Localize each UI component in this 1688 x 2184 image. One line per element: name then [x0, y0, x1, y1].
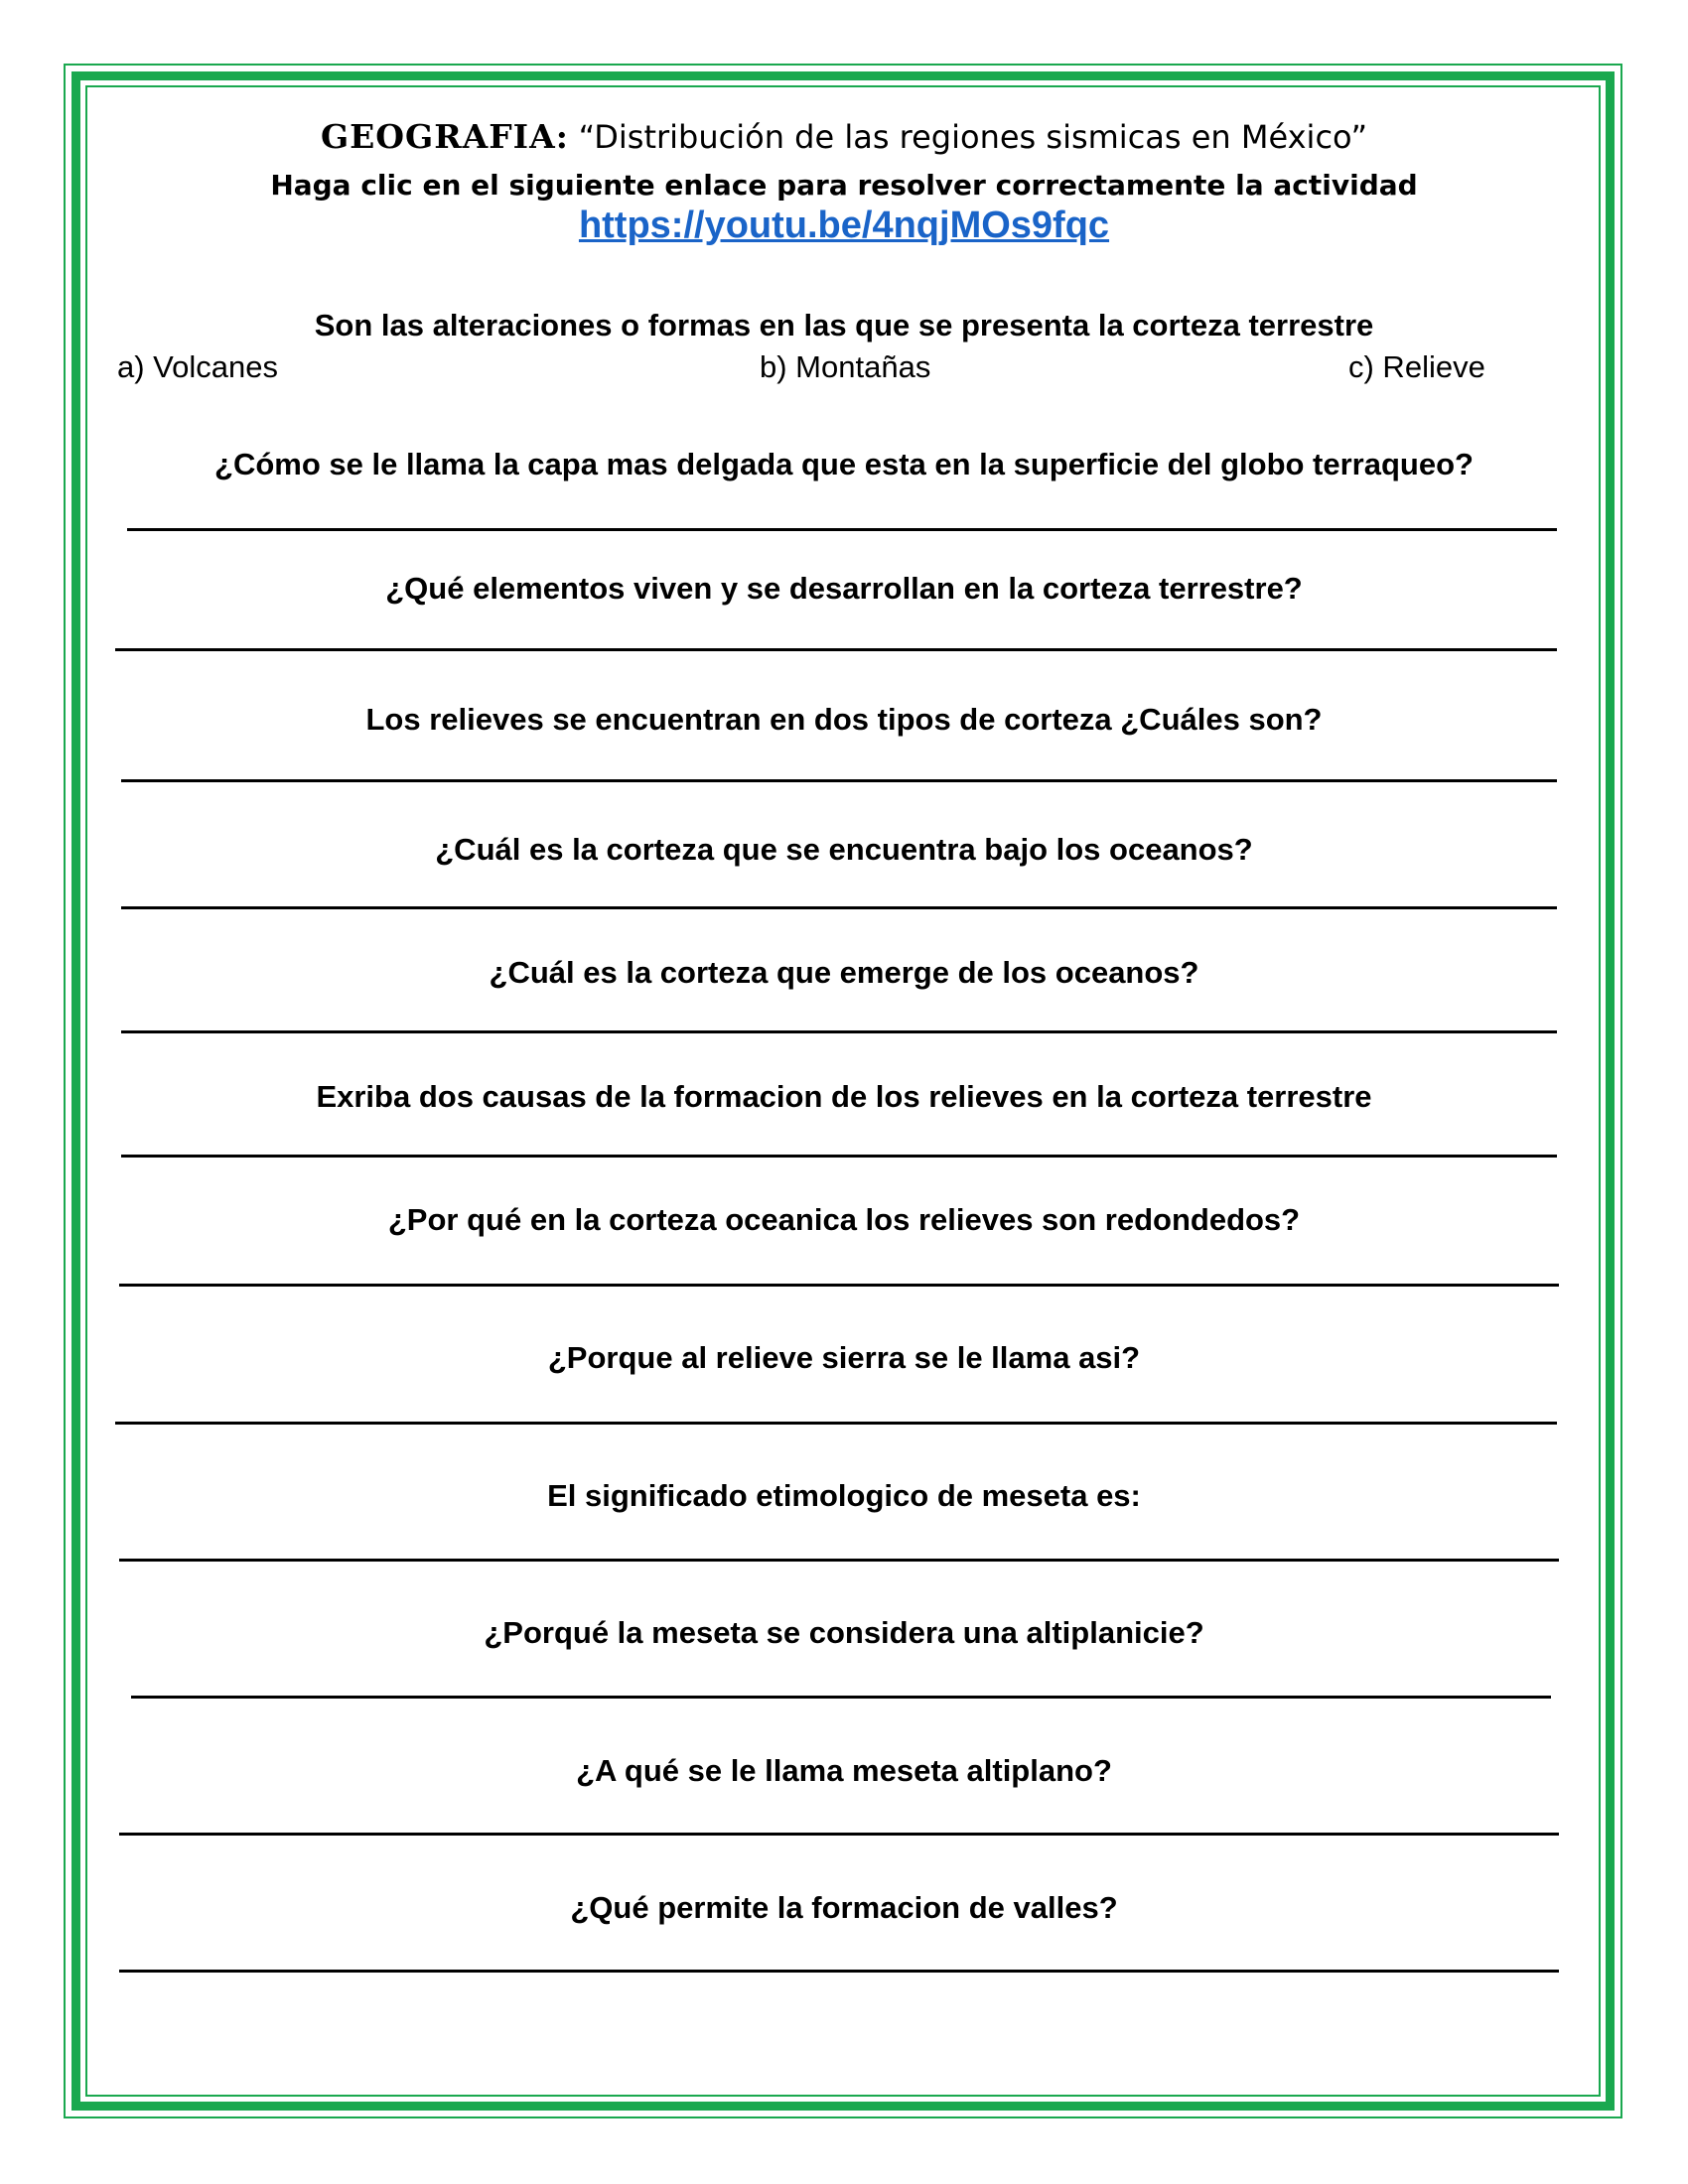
- answer-line-8[interactable]: [119, 1284, 1559, 1287]
- topic-title: “Distribución de las regiones sismicas en México”: [578, 118, 1368, 156]
- question-9: ¿Porque al relieve sierra se le llama asi?: [547, 1340, 1141, 1375]
- question-5: ¿Cuál es la corteza que se encuentra bajo los oceanos?: [435, 832, 1253, 867]
- worksheet-title: [0, 117, 1688, 157]
- answer-line-9[interactable]: [115, 1422, 1557, 1425]
- answer-line-7[interactable]: [121, 1155, 1557, 1158]
- option-a[interactable]: a) Volcanes: [117, 349, 278, 384]
- question-4: Los relieves se encuentran en dos tipos de corteza ¿Cuáles son?: [365, 702, 1323, 737]
- question-2: ¿Cómo se le llama la capa mas delgada que esta en la superficie del globo terraqueo?: [214, 447, 1474, 481]
- answer-line-10[interactable]: [119, 1559, 1559, 1562]
- question-7: Exriba dos causas de la formacion de los relieves en la corteza terrestre: [316, 1079, 1372, 1114]
- video-link[interactable]: https://youtu.be/4nqjMOs9fqc: [578, 205, 1110, 246]
- answer-line-3[interactable]: [115, 648, 1557, 651]
- question-12: ¿A qué se le llama meseta altiplano?: [576, 1753, 1112, 1788]
- option-c[interactable]: c) Relieve: [1348, 349, 1485, 384]
- question-1: Son las alteraciones o formas en las que se presenta la corteza terrestre: [314, 308, 1374, 342]
- instruction-text: Haga clic en el siguiente enlace para resolver correctamente la actividad: [270, 169, 1418, 202]
- answer-line-4[interactable]: [121, 779, 1557, 782]
- question-8: ¿Por qué en la corteza oceanica los relieves son redondedos?: [387, 1202, 1301, 1237]
- question-3: ¿Qué elementos viven y se desarrollan en la corteza terrestre?: [385, 571, 1303, 606]
- subject-label: GEOGRAFIA:: [320, 117, 569, 156]
- question-13: ¿Qué permite la formacion de valles?: [570, 1890, 1118, 1925]
- question-11: ¿Porqué la meseta se considera una altiplanicie?: [484, 1615, 1204, 1650]
- question-10: El significado etimologico de meseta es:: [547, 1478, 1141, 1513]
- answer-line-13[interactable]: [119, 1970, 1559, 1973]
- link-row: [0, 205, 1688, 247]
- question-6: ¿Cuál es la corteza que emerge de los oceanos?: [489, 955, 1199, 990]
- answer-line-11[interactable]: [131, 1696, 1551, 1699]
- answer-line-2[interactable]: [127, 528, 1557, 531]
- answer-line-12[interactable]: [119, 1833, 1559, 1836]
- option-b[interactable]: b) Montañas: [760, 349, 931, 384]
- answer-line-5[interactable]: [121, 906, 1557, 909]
- answer-line-6[interactable]: [121, 1030, 1557, 1033]
